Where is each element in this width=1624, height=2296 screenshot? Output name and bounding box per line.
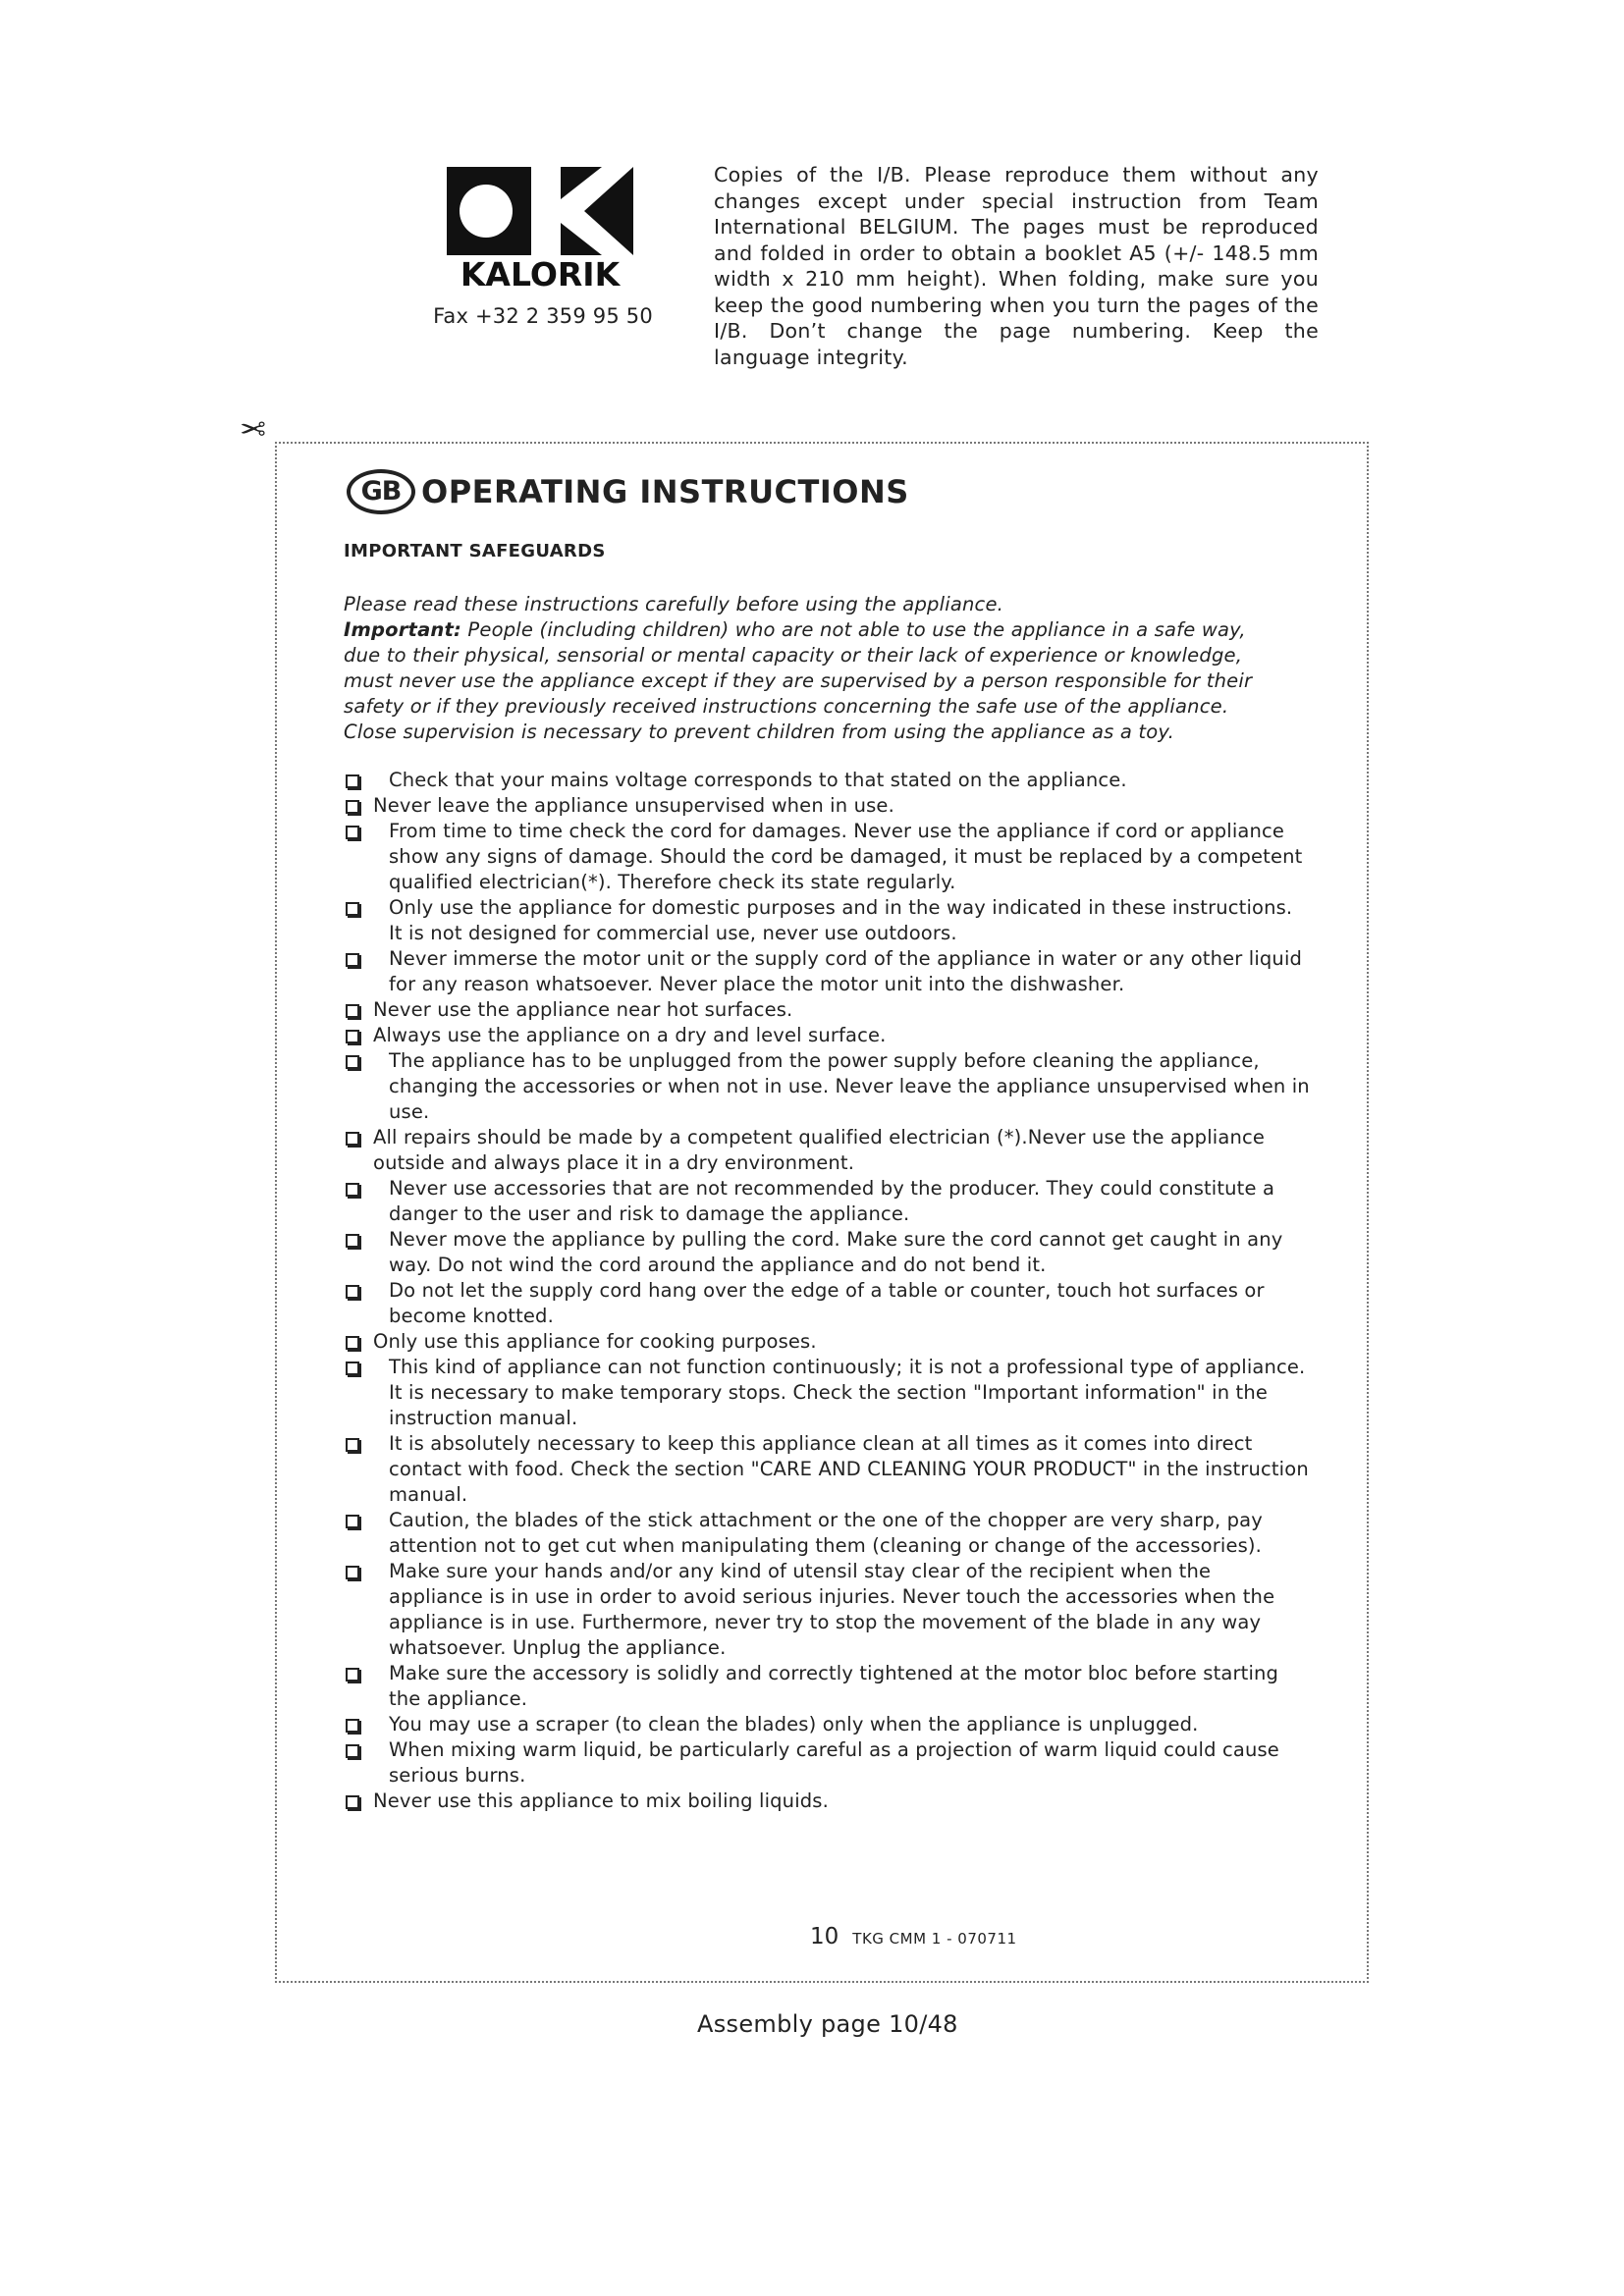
list-item: Do not let the supply cord hang over the edge of a table or counter, touch hot surfaces or become knotted. [344, 1278, 1311, 1329]
page-number: 10 [810, 1924, 839, 1949]
list-item: The appliance has to be unplugged from the power supply before cleaning the appliance, changing the accessories or when not in use. Never leave the appliance unsupervised when in use. [344, 1048, 1311, 1125]
important-label: Important: [344, 618, 462, 641]
list-item: Only use this appliance for cooking purposes. [344, 1329, 1311, 1355]
assembly-page-label: Assembly page 10/48 [697, 2010, 958, 2038]
language-badge: GB [347, 469, 415, 514]
list-item: Only use the appliance for domestic purposes and in the way indicated in these instructions. It is not designed for commercial use, never use outdoors. [344, 895, 1311, 946]
kalorik-logo [447, 167, 633, 290]
list-item: Never use this appliance to mix boiling liquids. [344, 1789, 1311, 1814]
important-text: People (including children) who are not able to use the appliance in a safe way, due to their physical, sensorial or mental capacity or their lack of experience or knowledge, must never use the appliance except if they are supervised by a person responsible for their safety or if they previously received instructions concerning the safe use of the appliance. Close supervision is necessary to prevent children from using the appliance as a toy. [344, 618, 1253, 743]
reproduction-note: Copies of the I/B. Please reproduce them without any changes except under special instruction from Team International BELGIUM. The pages must be reproduced and folded in order to obtain a booklet A5 (+/- 148.5 mm width x 210 mm height). When folding, make sure you keep the good numbering when you turn the pages of the I/B. Don’t change the page numbering. Keep the language integrity. [714, 163, 1319, 369]
important-note [344, 617, 1286, 745]
list-item: Never leave the appliance unsupervised when in use. [344, 793, 1311, 819]
list-item: All repairs should be made by a competent qualified electrician (*).Never use the appliance outside and always place it in a dry environment. [344, 1125, 1311, 1176]
list-item: Make sure your hands and/or any kind of utensil stay clear of the recipient when the appliance is in use in order to avoid serious injuries. Never touch the accessories when the appliance is in use. Furthermore, never try to stop the movement of the blade in any way whatsoever. Unplug the appliance. [344, 1559, 1311, 1661]
list-item: It is absolutely necessary to keep this appliance clean at all times as it comes into direct contact with food. Check the section "CARE AND CLEANING YOUR PRODUCT" in the instruction manual. [344, 1431, 1311, 1508]
page-footer [810, 1924, 1017, 1949]
fax-number: Fax +32 2 359 95 50 [433, 304, 653, 328]
list-item: Never use the appliance near hot surfaces. [344, 997, 1311, 1023]
list-item: You may use a scraper (to clean the blades) only when the appliance is unplugged. [344, 1712, 1311, 1737]
list-item: Never immerse the motor unit or the supply cord of the appliance in water or any other liquid for any reason whatsoever. Never place the motor unit into the dishwasher. [344, 946, 1311, 997]
page-title: OPERATING INSTRUCTIONS [421, 473, 909, 510]
logo-text: KALORIK [460, 255, 621, 290]
document-reference: TKG CMM 1 - 070711 [852, 1930, 1017, 1948]
list-item: Always use the appliance on a dry and level surface. [344, 1023, 1311, 1048]
list-item: When mixing warm liquid, be particularly careful as a projection of warm liquid could cause serious burns. [344, 1737, 1311, 1789]
intro-paragraph [344, 592, 1286, 745]
list-item: This kind of appliance can not function continuously; it is not a professional type of appliance. It is necessary to make temporary stops. Check the section "Important information" in the instruction manual. [344, 1355, 1311, 1431]
intro-line: Please read these instructions carefully before using the appliance. [344, 593, 1004, 615]
list-item: Caution, the blades of the stick attachment or the one of the chopper are very sharp, pay attention not to get cut when manipulating them (cleaning or change of the accessories). [344, 1508, 1311, 1559]
list-item: From time to time check the cord for damages. Never use the appliance if cord or appliance show any signs of damage. Should the cord be damaged, it must be replaced by a competent qualified electrician(*). Therefore check its state regularly. [344, 819, 1311, 895]
list-item: Make sure the accessory is solidly and correctly tightened at the motor bloc before starting the appliance. [344, 1661, 1311, 1712]
subtitle: IMPORTANT SAFEGUARDS [344, 541, 606, 561]
safeguard-list [344, 768, 1311, 1814]
list-item: Never move the appliance by pulling the cord. Make sure the cord cannot get caught in any way. Do not wind the cord around the appliance and do not bend it. [344, 1227, 1311, 1278]
list-item: Check that your mains voltage corresponds to that stated on the appliance. [344, 768, 1311, 793]
list-item: Never use accessories that are not recommended by the producer. They could constitute a danger to the user and risk to damage the appliance. [344, 1176, 1311, 1227]
section-title [347, 469, 909, 514]
scissors-icon: ✂ [240, 409, 266, 447]
